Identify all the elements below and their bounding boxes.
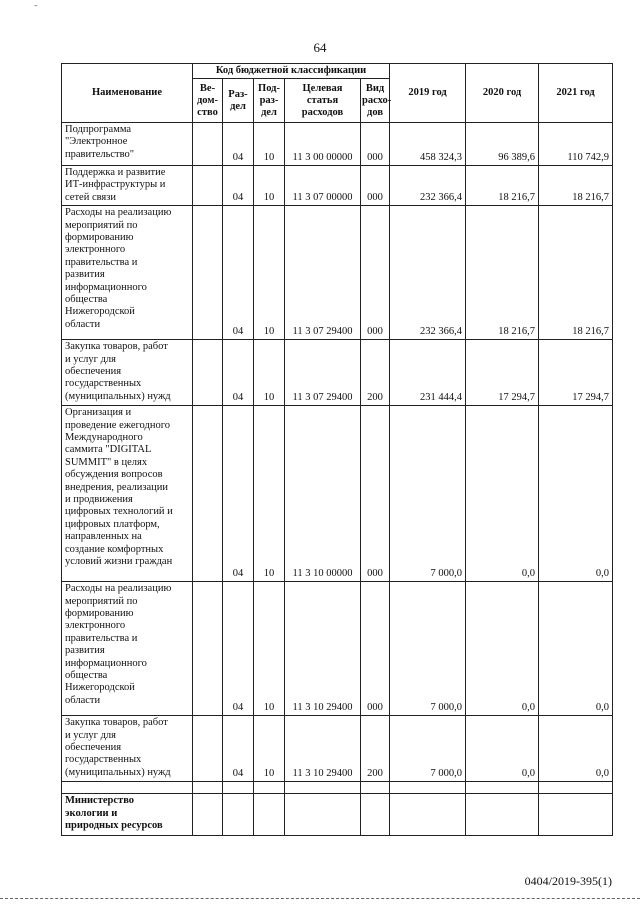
cell-vedomstvo: [193, 716, 223, 782]
cell-vid: 000: [361, 406, 390, 582]
cell-2021: 18 216,7: [539, 206, 613, 340]
cell-vid: 000: [361, 123, 390, 166]
table-row: [62, 716, 613, 782]
header-razdel: Раз- дел: [223, 79, 254, 123]
table-row: [62, 123, 613, 166]
cell-razdel: 04: [223, 166, 254, 206]
cell-statya: 11 3 07 00000: [285, 166, 361, 206]
cell-razdel: 04: [223, 206, 254, 340]
cell-2019: 458 324,3: [390, 123, 466, 166]
cell-razdel: 04: [223, 406, 254, 582]
cell-statya: 11 3 10 00000: [285, 406, 361, 582]
cell-statya: 11 3 07 29400: [285, 206, 361, 340]
header-statya: Целевая статья расходов: [285, 79, 361, 123]
cell-podrazdel: 10: [254, 340, 285, 406]
cell-podrazdel: 10: [254, 406, 285, 582]
cell-vid: 200: [361, 716, 390, 782]
cell-name: Расходы на реализацию мероприятий по формированию электронного правительства и развития информационного общества Нижегородской области: [62, 206, 193, 340]
cell-statya: 11 3 10 29400: [285, 716, 361, 782]
cell-podrazdel: 10: [254, 206, 285, 340]
cell-2021: [539, 782, 613, 794]
cell-podrazdel: 10: [254, 123, 285, 166]
cell-2020: [466, 794, 539, 836]
cell-2019: 232 366,4: [390, 166, 466, 206]
cell-name: Поддержка и развитие ИТ-инфраструктуры и сетей связи: [62, 166, 193, 206]
cell-2021: [539, 794, 613, 836]
cell-2021: 0,0: [539, 582, 613, 716]
cell-2019: 7 000,0: [390, 716, 466, 782]
cell-razdel: 04: [223, 123, 254, 166]
cell-statya: 11 3 10 29400: [285, 582, 361, 716]
cell-razdel: 04: [223, 716, 254, 782]
cell-podrazdel: 10: [254, 716, 285, 782]
cell-vedomstvo: [193, 340, 223, 406]
cell-2019: 7 000,0: [390, 406, 466, 582]
cell-name: Министерство экологии и природных ресурсов: [62, 794, 193, 836]
header-2019: 2019 год: [390, 64, 466, 123]
header-vedomstvo: Ве- дом- ство: [193, 79, 223, 123]
cell-2019: [390, 794, 466, 836]
cell-2020: 18 216,7: [466, 166, 539, 206]
header-vid: Вид расхо- дов: [361, 79, 390, 123]
cell-vedomstvo: [193, 794, 223, 836]
cell-podrazdel: [254, 782, 285, 794]
cell-vid: [361, 782, 390, 794]
cell-2021: 17 294,7: [539, 340, 613, 406]
bottom-rule: [0, 898, 640, 899]
cell-2020: 0,0: [466, 582, 539, 716]
document-code: 0404/2019-395(1): [524, 874, 612, 888]
cell-statya: [285, 782, 361, 794]
header-name: Наименование: [62, 64, 193, 123]
table-row: [62, 340, 613, 406]
cell-2020: 96 389,6: [466, 123, 539, 166]
cell-podrazdel: [254, 794, 285, 836]
cell-2021: 0,0: [539, 716, 613, 782]
cell-vid: 000: [361, 166, 390, 206]
table-row: [62, 582, 613, 716]
cell-razdel: 04: [223, 340, 254, 406]
cell-2019: [390, 782, 466, 794]
cell-vid: 000: [361, 206, 390, 340]
cell-statya: 11 3 00 00000: [285, 123, 361, 166]
cell-vedomstvo: [193, 206, 223, 340]
cell-vedomstvo: [193, 166, 223, 206]
cell-podrazdel: 10: [254, 582, 285, 716]
cell-2021: 110 742,9: [539, 123, 613, 166]
cell-razdel: [223, 794, 254, 836]
cell-statya: 11 3 07 29400: [285, 340, 361, 406]
cell-2021: 0,0: [539, 406, 613, 582]
cell-2020: 0,0: [466, 716, 539, 782]
table-row: [62, 406, 613, 582]
budget-table: [61, 63, 613, 836]
cell-name: Закупка товаров, работ и услуг для обеспечения государственных (муниципальных) нужд: [62, 716, 193, 782]
cell-2019: 7 000,0: [390, 582, 466, 716]
cell-vedomstvo: [193, 582, 223, 716]
cell-2020: 0,0: [466, 406, 539, 582]
cell-vedomstvo: [193, 782, 223, 794]
cell-name: Расходы на реализацию мероприятий по формированию электронного правительства и развития информационного общества Нижегородской области: [62, 582, 193, 716]
cell-podrazdel: 10: [254, 166, 285, 206]
cell-name: Закупка товаров, работ и услуг для обеспечения государственных (муниципальных) нужд: [62, 340, 193, 406]
cell-2019: 232 366,4: [390, 206, 466, 340]
header-2021: 2021 год: [539, 64, 613, 123]
cell-statya: [285, 794, 361, 836]
cell-2021: 18 216,7: [539, 166, 613, 206]
cell-vedomstvo: [193, 406, 223, 582]
cell-2020: 18 216,7: [466, 206, 539, 340]
table-row: [62, 794, 613, 836]
cell-vedomstvo: [193, 123, 223, 166]
cell-razdel: 04: [223, 582, 254, 716]
scan-mark: ˜: [34, 4, 38, 15]
cell-2019: 231 444,4: [390, 340, 466, 406]
page-number: 64: [313, 40, 327, 55]
cell-razdel: [223, 782, 254, 794]
cell-vid: 200: [361, 340, 390, 406]
cell-name: Организация и проведение ежегодного Международного саммита "DIGITAL SUMMIT" в целях обсуждения вопросов внедрения, реализации и продвижения цифровых технологий и цифровых платформ, направленных на создание комфортных условий жизни граждан: [62, 406, 193, 582]
cell-vid: 000: [361, 582, 390, 716]
header-2020: 2020 год: [466, 64, 539, 123]
table-body: [62, 123, 613, 836]
table-row: [62, 782, 613, 794]
header-classification-group: Код бюджетной классификации: [193, 64, 390, 79]
header-podrazdel: Под- раз- дел: [254, 79, 285, 123]
table-row: [62, 166, 613, 206]
cell-name: [62, 782, 193, 794]
cell-vid: [361, 794, 390, 836]
cell-2020: 17 294,7: [466, 340, 539, 406]
cell-name: Подпрограмма "Электронное правительство": [62, 123, 193, 166]
cell-2020: [466, 782, 539, 794]
table-row: [62, 206, 613, 340]
header-row-top: [62, 64, 613, 79]
